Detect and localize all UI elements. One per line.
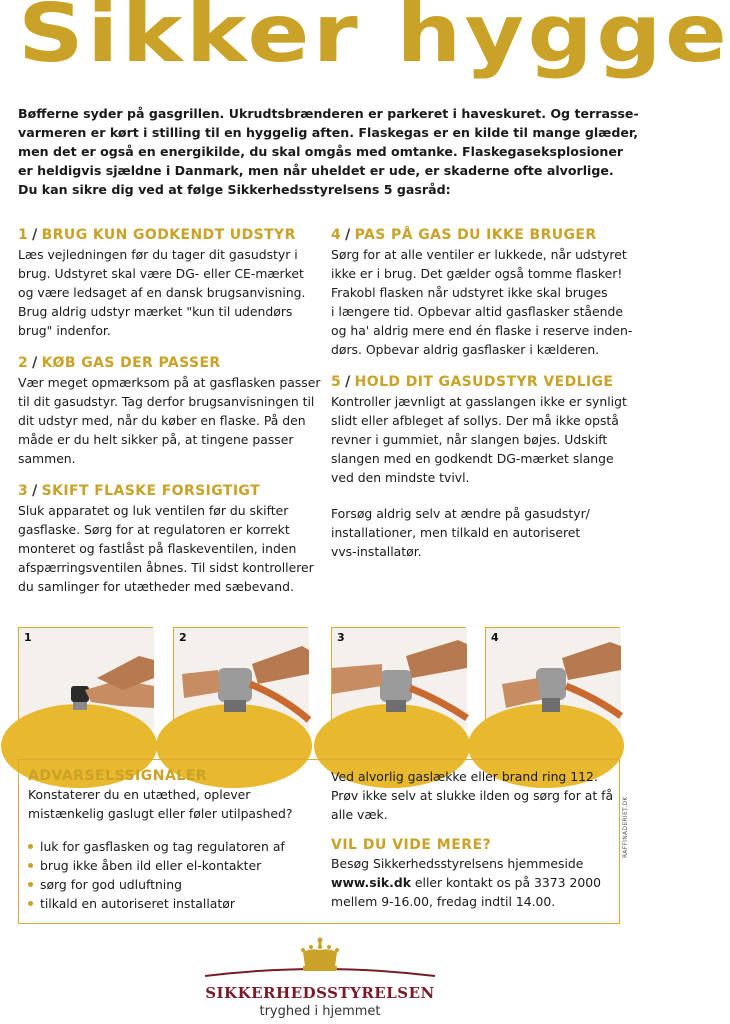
warning-heading: ADVARSELSSIGNALER bbox=[28, 768, 208, 784]
advice-section-1 bbox=[18, 226, 310, 340]
advice-heading bbox=[18, 354, 310, 372]
advice-heading bbox=[18, 226, 310, 244]
advice-text: Læs vejledningen før du tager dit gasudstyr i bbox=[18, 247, 298, 262]
photo-step-3 bbox=[331, 627, 466, 728]
photo-number: 4 bbox=[491, 631, 499, 644]
phone-text: eller kontakt os på 3373 2000 bbox=[410, 875, 602, 890]
slash-divider: / bbox=[32, 483, 38, 499]
note-text: vvs-installatør. bbox=[331, 544, 422, 559]
advice-text: og ha' aldrig mere end én flaske i reserve inden- bbox=[331, 323, 633, 338]
photo-step-2 bbox=[173, 627, 308, 728]
advice-text: brug. Udstyret skal være DG- eller CE-mærket bbox=[18, 266, 304, 281]
photo-strip bbox=[18, 627, 620, 728]
advice-text: slidt eller afbleget af sollys. Der må ikke opstå bbox=[331, 413, 619, 428]
list-item-text: brug ikke åben ild eller el-kontakter bbox=[40, 858, 262, 873]
website-link[interactable]: www.sik.dk bbox=[331, 875, 411, 890]
list-item bbox=[28, 894, 328, 913]
advice-column-left bbox=[18, 226, 321, 610]
crown-icon bbox=[205, 936, 435, 984]
warning-list bbox=[28, 837, 328, 913]
advice-text: ved den mindste tvivl. bbox=[331, 470, 470, 485]
intro-line: varmeren er kørt i stilling til en hyggelig aften. Flaskegas er en kilde til mange glæder, bbox=[18, 125, 639, 140]
advice-text: revner i gummiet, når slangen bøjes. Udskift bbox=[331, 432, 608, 447]
advice-section-3 bbox=[18, 482, 314, 596]
emergency-text: Prøv ikke selv at slukke ilden og sørg for at få bbox=[331, 788, 614, 803]
advice-heading bbox=[18, 482, 310, 500]
advice-text: Frakobl flasken når udstyret ikke skal bruges bbox=[331, 285, 608, 300]
bullet-icon bbox=[28, 901, 33, 906]
advice-text: dit udstyr med, når du køber en flaske. På den bbox=[18, 413, 306, 428]
advice-title: KØB GAS DER PASSER bbox=[41, 355, 221, 371]
emergency-text: alle væk. bbox=[331, 807, 388, 822]
advice-text: Vær meget opmærksom på at gasflasken passer bbox=[18, 375, 321, 390]
advice-text: Sørg for at alle ventiler er lukkede, når udstyret bbox=[331, 247, 627, 262]
advice-text: til dit gasudstyr. Tag derfor brugsanvisningen til bbox=[18, 394, 315, 409]
regulator-illustration bbox=[332, 628, 467, 729]
advice-text: Sluk apparatet og luk ventilen før du skifter bbox=[18, 503, 289, 518]
advice-section-5 bbox=[331, 373, 627, 487]
advice-number: 3 bbox=[18, 483, 29, 499]
warning-text: Konstaterer du en utæthed, oplever bbox=[28, 787, 251, 802]
logo-tagline: tryghed i hjemmet bbox=[259, 1004, 381, 1019]
slash-divider: / bbox=[32, 227, 38, 243]
advice-section-4 bbox=[331, 226, 633, 359]
intro-line: Bøfferne syder på gasgrillen. Ukrudtsbrænderen er parkeret i haveskuret. Og terrasse- bbox=[18, 106, 639, 121]
emergency-text: Ved alvorlig gaslække eller brand ring 112. bbox=[331, 769, 598, 784]
advice-text: dørs. Opbevar aldrig gasflasker i kælderen. bbox=[331, 342, 600, 357]
advice-text: Brug aldrig udstyr mærket "kun til udendørs bbox=[18, 304, 293, 319]
emergency-info bbox=[331, 767, 614, 911]
logo-wordmark: SIKKERHEDSSTYRELSEN bbox=[205, 984, 435, 1002]
advice-number: 2 bbox=[18, 355, 29, 371]
slash-divider: / bbox=[345, 227, 351, 243]
advice-number: 4 bbox=[331, 227, 342, 243]
advice-number: 1 bbox=[18, 227, 29, 243]
regulator-illustration bbox=[486, 628, 621, 729]
advice-heading bbox=[331, 226, 623, 244]
advice-title: BRUG KUN GODKENDT UDSTYR bbox=[41, 227, 296, 243]
photo-number: 1 bbox=[24, 631, 32, 644]
list-item bbox=[28, 837, 328, 856]
more-info-contact bbox=[331, 873, 611, 892]
advice-text: monteret og fastlåst på flaskeventilen, inden bbox=[18, 541, 297, 556]
page-title: Sikker hygge bbox=[18, 0, 730, 80]
advice-text: i længere tid. Opbevar altid gasflasker stående bbox=[331, 304, 623, 319]
advice-text: afspærringsventilen åbnes. Til sidst kontrollerer bbox=[18, 560, 314, 575]
slash-divider: / bbox=[345, 374, 351, 390]
advice-text: slangen med en godkendt DG-mærket slange bbox=[331, 451, 614, 466]
intro-line: er heldigvis sjældne i Danmark, men når uheldet er ude, er skaderne ofte alvorlige. bbox=[18, 163, 614, 178]
bullet-icon bbox=[28, 882, 33, 887]
note-text: Forsøg aldrig selv at ændre på gasudstyr/ bbox=[331, 506, 590, 521]
more-info-heading: VIL DU VIDE MERE? bbox=[331, 837, 492, 853]
advice-text: ikke er i brug. Det gælder også tomme flasker! bbox=[331, 266, 623, 281]
photo-step-1 bbox=[18, 627, 153, 728]
advice-title: PAS PÅ GAS DU IKKE BRUGER bbox=[354, 227, 597, 243]
advice-text: sammen. bbox=[18, 451, 76, 466]
advice-text: gasflaske. Sørg for at regulatoren er korrekt bbox=[18, 522, 290, 537]
advice-number: 5 bbox=[331, 374, 342, 390]
intro-line: men det er også en energikilde, du skal omgås med omtanke. Flaskegaseksplosioner bbox=[18, 144, 624, 159]
advice-text: og være ledsaget af en dansk brugsanvisning. bbox=[18, 285, 306, 300]
note-text: installationer, men tilkald en autoriseret bbox=[331, 525, 581, 540]
list-item-text: tilkald en autoriseret installatør bbox=[40, 896, 235, 911]
advice-title: SKIFT FLASKE FORSIGTIGT bbox=[41, 483, 261, 499]
warning-signals bbox=[28, 767, 328, 913]
warning-box bbox=[18, 759, 620, 924]
warning-text: mistænkelig gaslugt eller føler utilpashed? bbox=[28, 806, 293, 821]
gas-bottle-illustration bbox=[19, 628, 154, 729]
advice-title: HOLD DIT GASUDSTYR VEDLIGE bbox=[354, 374, 614, 390]
opening-hours: mellem 9-16.00, fredag indtil 14.00. bbox=[331, 894, 556, 909]
bullet-icon bbox=[28, 844, 33, 849]
advice-section-2 bbox=[18, 354, 321, 468]
list-item-text: sørg for god udluftning bbox=[40, 877, 182, 892]
list-item bbox=[28, 875, 328, 894]
intro-paragraph bbox=[18, 104, 639, 199]
photo-number: 3 bbox=[337, 631, 345, 644]
advice-text: Kontroller jævnligt at gasslangen ikke er synligt bbox=[331, 394, 627, 409]
bullet-icon bbox=[28, 863, 33, 868]
advice-text: du samlinger for utætheder med sæbevand. bbox=[18, 579, 294, 594]
photo-number: 2 bbox=[179, 631, 187, 644]
advice-text: brug" indenfor. bbox=[18, 323, 111, 338]
slash-divider: / bbox=[32, 355, 38, 371]
agency-credit: RAFFINADERIET.DK bbox=[622, 796, 629, 858]
more-info-text: Besøg Sikkerhedsstyrelsens hjemmeside bbox=[331, 856, 584, 871]
list-item-text: luk for gasflasken og tag regulatoren af bbox=[40, 839, 285, 854]
list-item bbox=[28, 856, 328, 875]
installer-note bbox=[331, 504, 623, 561]
regulator-illustration bbox=[174, 628, 309, 729]
advice-heading bbox=[331, 373, 623, 391]
sikkerhedsstyrelsen-logo bbox=[205, 936, 435, 1024]
photo-step-4 bbox=[485, 627, 620, 728]
advice-text: måde er du helt sikker på, at tingene passer bbox=[18, 432, 294, 447]
advice-column-right bbox=[331, 226, 633, 561]
intro-line: Du kan sikre dig ved at følge Sikkerhedsstyrelsens 5 gasråd: bbox=[18, 182, 451, 197]
